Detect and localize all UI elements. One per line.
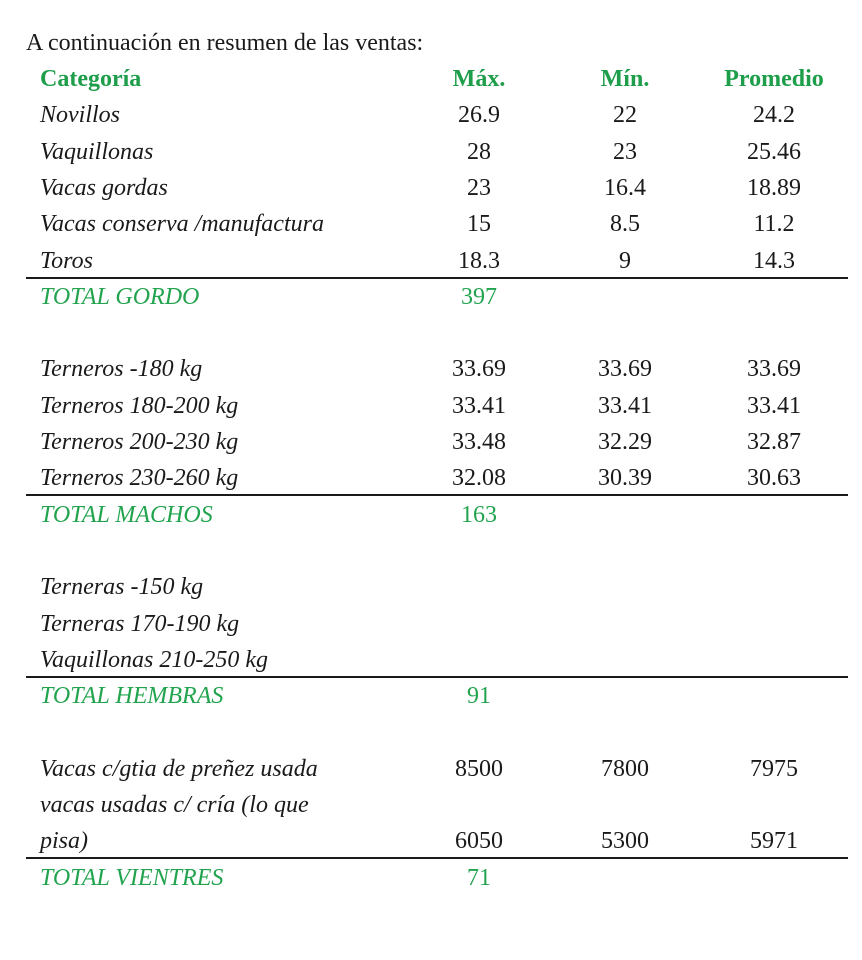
table-row — [26, 606, 848, 642]
max-cell: 91 — [467, 683, 491, 709]
max-cell: 397 — [461, 284, 497, 310]
min-cell: 5300 — [601, 828, 649, 854]
avg-cell: 5971 — [750, 828, 798, 854]
category-cell: Toros — [40, 248, 93, 274]
table-row — [26, 170, 848, 206]
min-cell: 33.41 — [598, 393, 652, 419]
avg-cell: 18.89 — [747, 175, 801, 201]
spacer-row — [26, 533, 848, 569]
category-cell: Terneros -180 kg — [40, 356, 203, 382]
table-row — [26, 351, 848, 387]
table-row — [26, 424, 848, 460]
min-cell: 8.5 — [610, 211, 640, 237]
category-cell: Vacas gordas — [40, 175, 168, 201]
max-cell: 33.48 — [452, 429, 506, 455]
header-min-cell: Mín. — [600, 66, 650, 92]
table-row — [26, 569, 848, 605]
category-cell: Vacas c/gtia de preñez usada — [40, 756, 318, 782]
max-cell: 26.9 — [458, 102, 500, 128]
avg-cell: 30.63 — [747, 465, 801, 491]
min-cell: 32.29 — [598, 429, 652, 455]
category-cell: pisa) — [40, 828, 88, 854]
category-cell: vacas usadas c/ cría (lo que — [40, 792, 309, 818]
category-cell: TOTAL MACHOS — [40, 502, 213, 528]
avg-cell: 11.2 — [753, 211, 795, 237]
category-cell: Terneros 200-230 kg — [40, 429, 239, 455]
max-cell: 28 — [467, 139, 491, 165]
category-cell: Terneras -150 kg — [40, 574, 204, 600]
intro-text: A continuación en resumen de las ventas: — [26, 30, 424, 56]
category-cell: Vaquillonas — [40, 139, 154, 165]
max-cell: 18.3 — [458, 248, 500, 274]
spacer-row — [26, 714, 848, 750]
table-row — [26, 460, 848, 496]
max-cell: 32.08 — [452, 465, 506, 491]
avg-cell: 14.3 — [753, 248, 795, 274]
header-max-cell: Máx. — [452, 66, 506, 92]
table-row — [26, 642, 848, 678]
min-cell: 16.4 — [604, 175, 646, 201]
spacer-row — [26, 315, 848, 351]
max-cell: 6050 — [455, 828, 503, 854]
category-cell: TOTAL HEMBRAS — [40, 683, 224, 709]
category-cell: Terneros 180-200 kg — [40, 393, 239, 419]
total-row — [26, 279, 848, 315]
category-cell: TOTAL VIENTRES — [40, 865, 224, 891]
max-cell: 33.69 — [452, 356, 506, 382]
avg-cell: 33.69 — [747, 356, 801, 382]
table-row — [26, 787, 848, 823]
max-cell: 15 — [467, 211, 491, 237]
min-cell: 22 — [613, 102, 637, 128]
total-row — [26, 678, 848, 714]
category-cell: Terneros 230-260 kg — [40, 465, 239, 491]
min-cell: 9 — [619, 248, 631, 274]
avg-cell: 24.2 — [753, 102, 795, 128]
min-cell: 7800 — [601, 756, 649, 782]
total-row — [26, 860, 848, 896]
table-row — [26, 388, 848, 424]
table-row — [26, 243, 848, 279]
total-row — [26, 497, 848, 533]
table-row — [26, 134, 848, 170]
avg-cell: 25.46 — [747, 139, 801, 165]
avg-cell: 33.41 — [747, 393, 801, 419]
category-cell: TOTAL GORDO — [40, 284, 200, 310]
header-category-cell: Categoría — [40, 66, 142, 92]
max-cell: 163 — [461, 502, 497, 528]
max-cell: 33.41 — [452, 393, 506, 419]
table-row — [26, 206, 848, 242]
table-row — [26, 97, 848, 133]
max-cell: 71 — [467, 865, 491, 891]
category-cell: Vaquillonas 210-250 kg — [40, 647, 268, 673]
category-cell: Terneras 170-190 kg — [40, 611, 240, 637]
header-avg-cell: Promedio — [724, 66, 824, 92]
max-cell: 8500 — [455, 756, 503, 782]
min-cell: 33.69 — [598, 356, 652, 382]
min-cell: 23 — [613, 139, 637, 165]
max-cell: 23 — [467, 175, 491, 201]
min-cell: 30.39 — [598, 465, 652, 491]
table-row — [26, 751, 848, 787]
avg-cell: 32.87 — [747, 429, 801, 455]
category-cell: Novillos — [40, 102, 121, 128]
category-cell: Vacas conserva /manufactura — [40, 211, 324, 237]
avg-cell: 7975 — [750, 756, 798, 782]
table-row — [26, 823, 848, 859]
table-header-row — [26, 61, 848, 97]
